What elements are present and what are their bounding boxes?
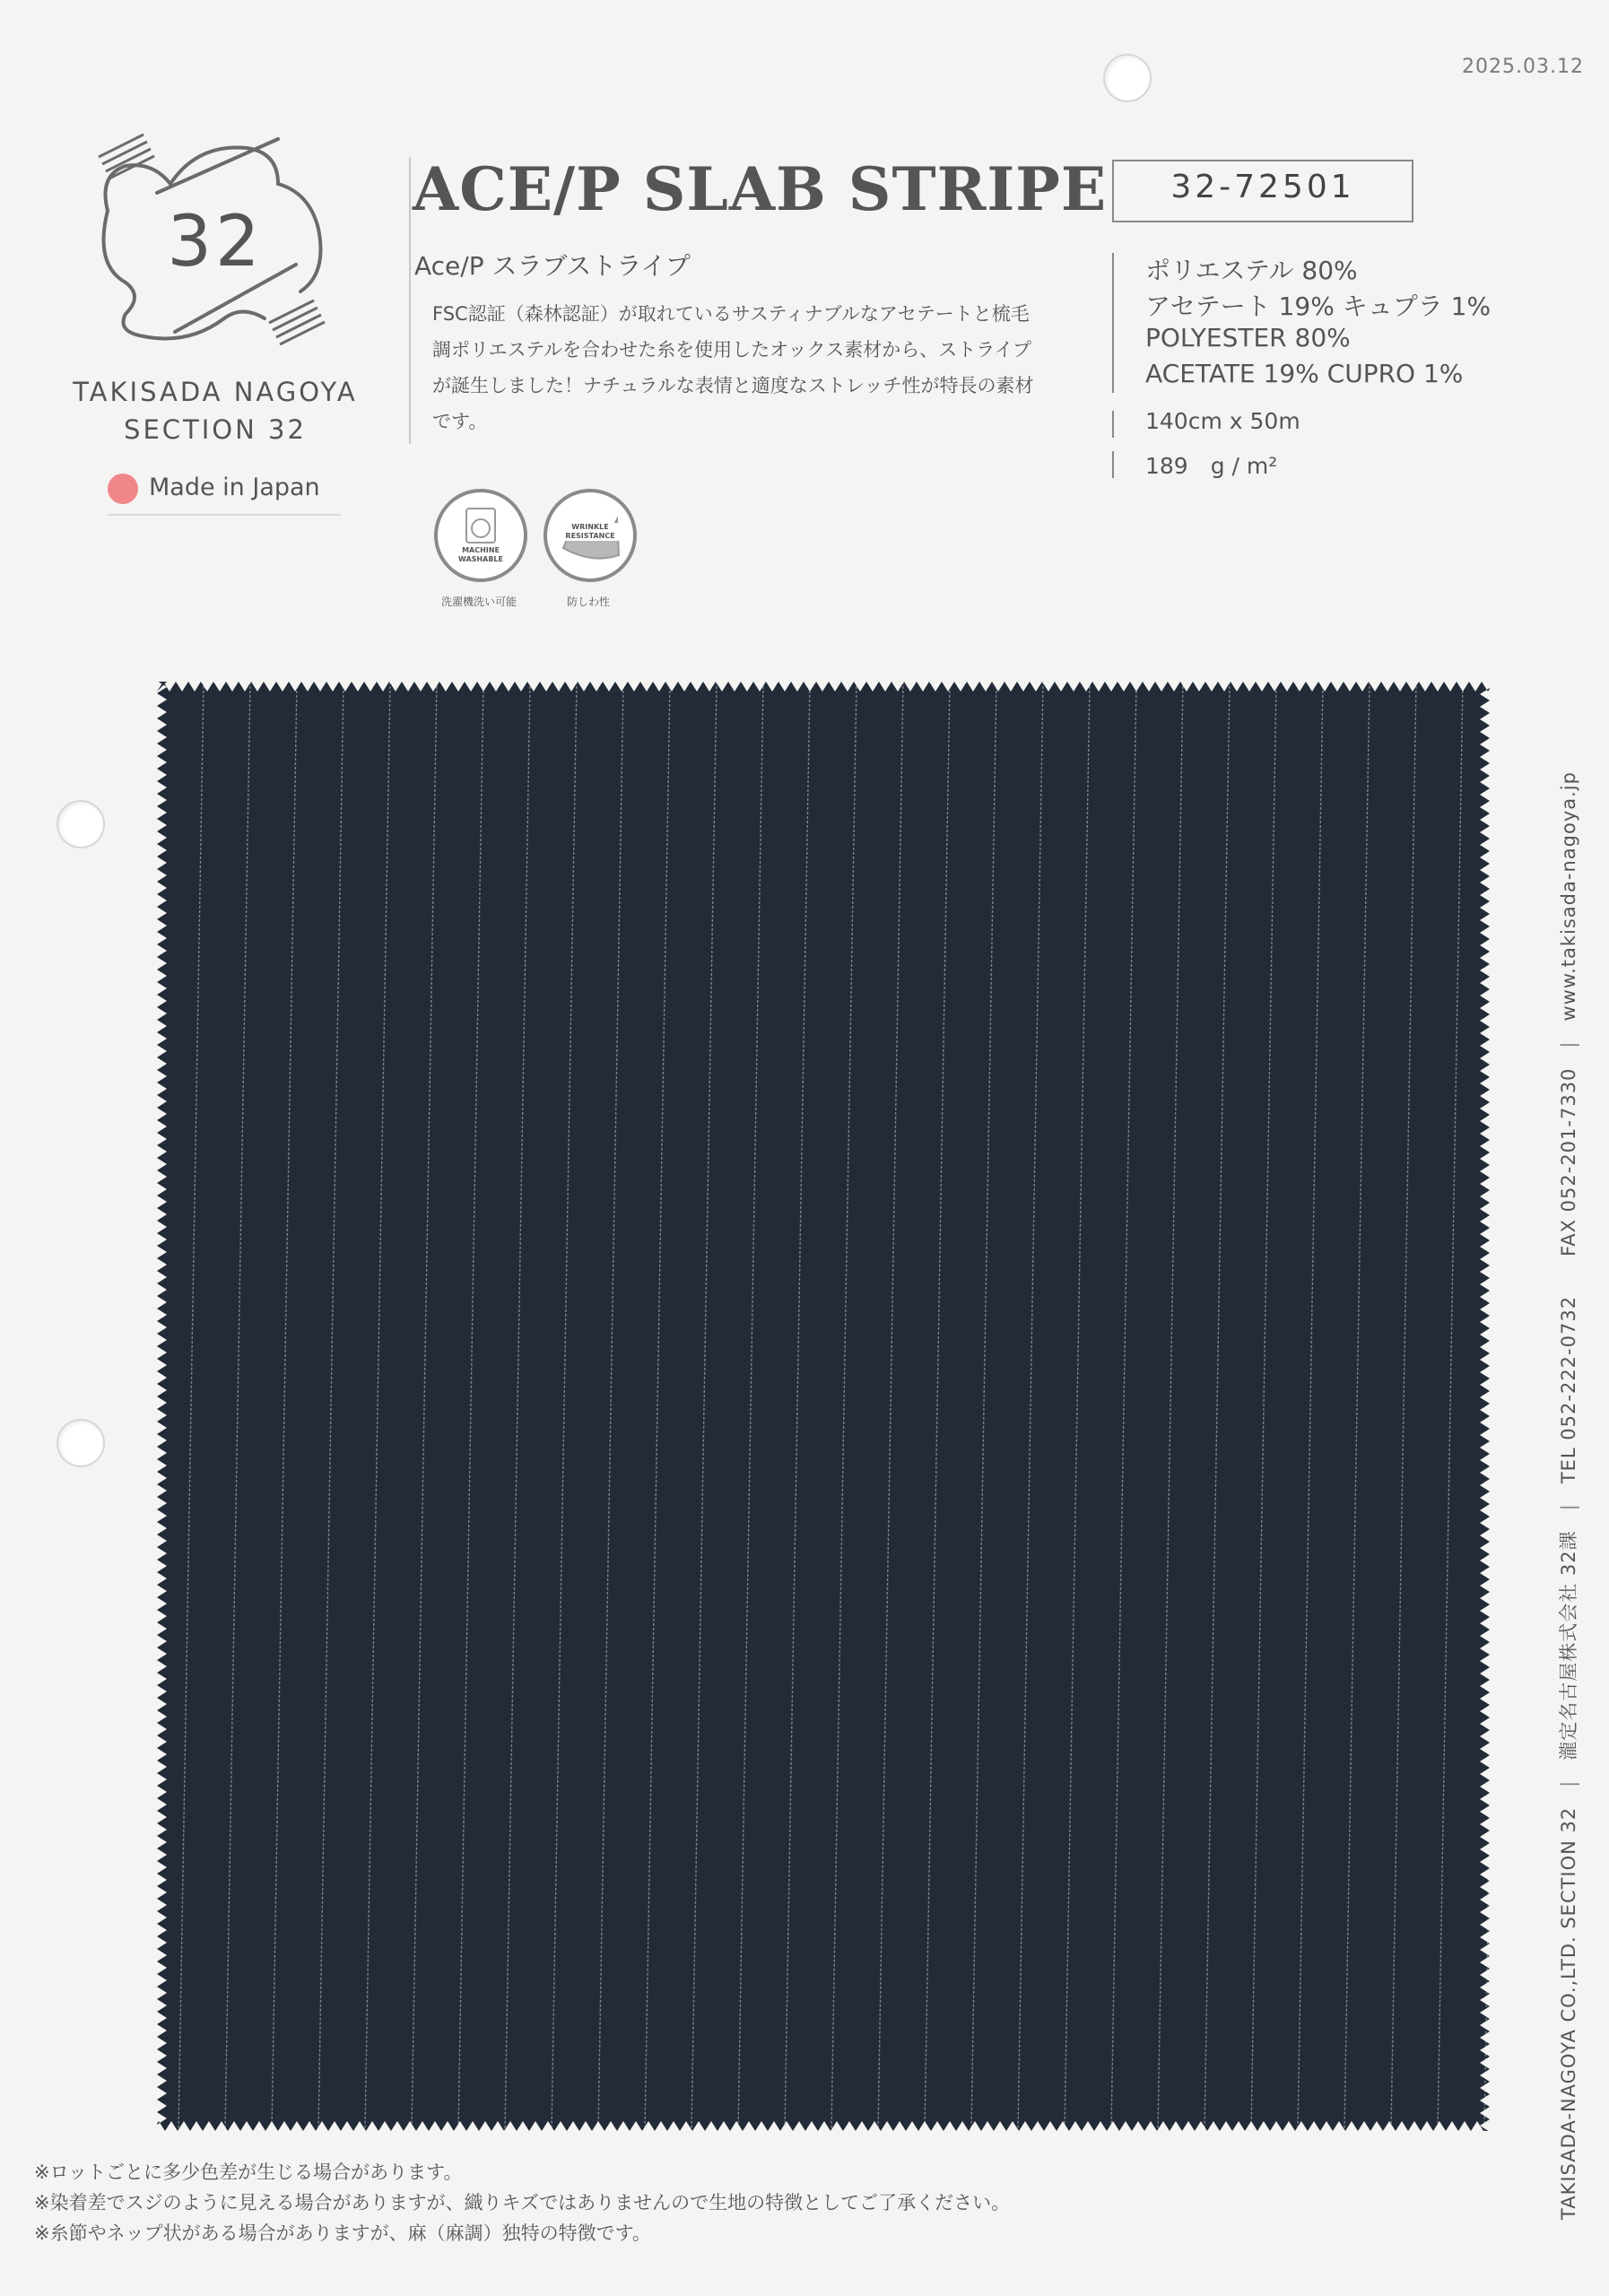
composition-line: POLYESTER 80%: [1145, 323, 1351, 352]
company-contact-strip: TAKISADA-NAGOYA CO.,LTD. SECTION 32|瀧定名古屋株式会社 32課|TEL 052-222-0732FAX 052-201-7330|www.takisada-nagoya.jp: [1554, 771, 1581, 2220]
website-link[interactable]: www.takisada-nagoya.jp: [1558, 771, 1579, 1022]
brand-section: SECTION 32: [124, 414, 307, 445]
tel-number: TEL 052-222-0732: [1558, 1295, 1579, 1484]
composition-bar: [1112, 253, 1114, 393]
feature-label: 防しわ性: [566, 596, 610, 608]
fabric-weight: 189 g / m²: [1145, 453, 1278, 479]
print-date: 2025.03.12: [1462, 56, 1584, 78]
feature-inner-text: WRINKLE RESISTANCE: [554, 523, 626, 541]
size-bar: [1112, 411, 1114, 438]
fabric-swatch: [157, 682, 1490, 2131]
note-line: ※糸節やネップ状がある場合がありますが、麻（麻調）独特の特徴です。: [34, 2222, 651, 2244]
note-line: ※染着差でスジのように見える場合がありますが、織りキズではありませんので生地の特徴としてご了承ください。: [34, 2192, 1011, 2213]
product-description: [432, 296, 1051, 439]
note-line: ※ロットごとに多少色差が生じる場合があります。: [34, 2161, 463, 2183]
section-number: 32: [167, 202, 264, 283]
product-title: ACE/P SLAB STRIPE: [413, 154, 1108, 224]
wrinkle-resistance-icon: [544, 489, 637, 582]
description-line: です。: [432, 411, 488, 432]
description-line: FSC認証（森林認証）が取れているサスティナブルなアセテートと梳毛: [432, 303, 1030, 325]
notes: [34, 2157, 1010, 2248]
composition-line: ポリエステル 80%: [1145, 256, 1358, 285]
composition-line: ACETATE 19% CUPRO 1%: [1145, 359, 1464, 388]
composition-line: アセテート 19% キュプラ 1%: [1145, 291, 1492, 321]
made-in-label: Made in Japan: [149, 474, 320, 501]
binder-hole-top: [1103, 54, 1152, 102]
origin-dot-icon: [108, 474, 138, 504]
product-code: 32-72501: [1170, 169, 1355, 205]
origin-divider: [108, 514, 341, 516]
description-line: が誕生しました！ナチュラルな表情と適度なストレッチ性が特長の素材: [432, 375, 1034, 396]
washing-machine-icon: [434, 489, 527, 582]
header-divider: [409, 157, 411, 444]
product-subtitle: Ace/P スラブストライプ: [414, 251, 691, 281]
brand-name: TAKISADA NAGOYA: [73, 377, 358, 407]
binder-hole-middle: [57, 800, 105, 848]
company-name-jp: 瀧定名古屋株式会社 32課: [1558, 1530, 1579, 1761]
description-line: 調ポリエステルを合わせた糸を使用したオックス素材から、ストライプ: [432, 339, 1032, 361]
feature-inner-text: MACHINE WASHABLE: [458, 546, 503, 563]
binder-hole-bottom: [57, 1419, 105, 1467]
feature-label: 洗濯機洗い可能: [440, 596, 517, 608]
fax-number: FAX 052-201-7330: [1558, 1067, 1579, 1257]
weight-bar: [1112, 451, 1114, 478]
company-name: TAKISADA-NAGOYA CO.,LTD. SECTION 32: [1558, 1806, 1579, 2220]
fabric-size: 140cm x 50m: [1145, 408, 1300, 434]
